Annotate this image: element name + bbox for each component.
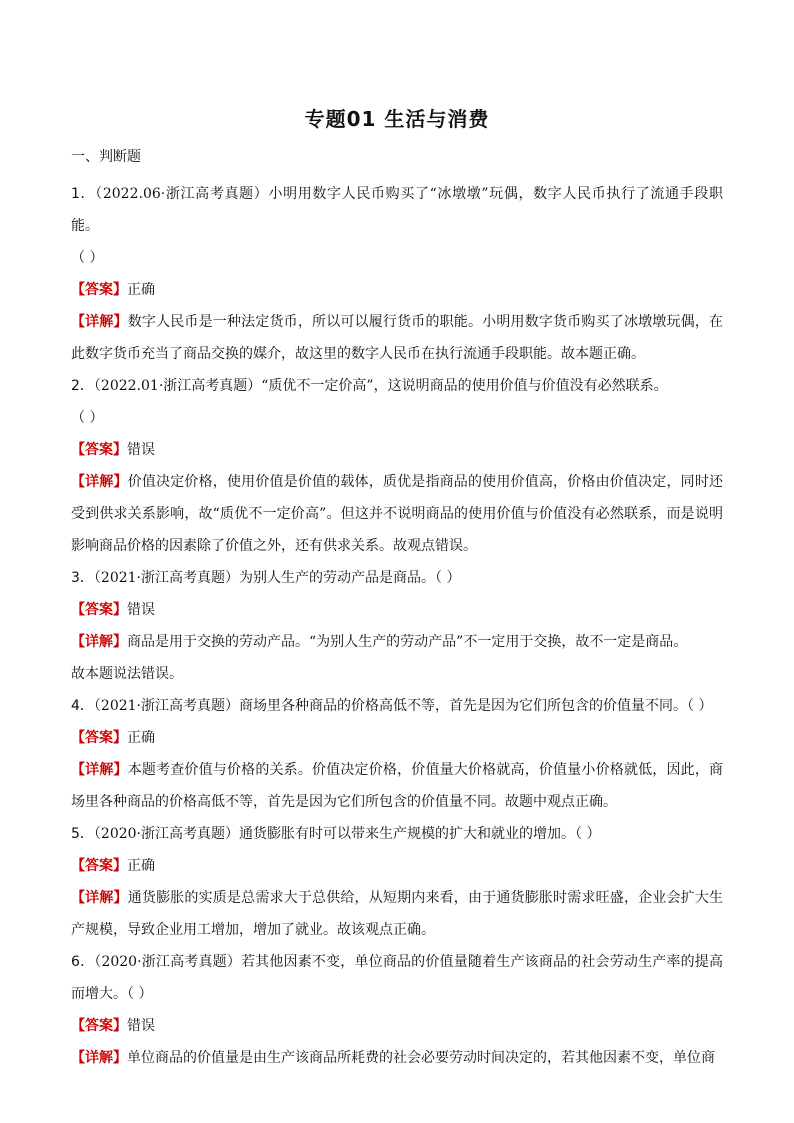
detail-2 xyxy=(71,466,723,562)
detail-tag: 【详解】 xyxy=(71,890,128,906)
question-text: （2021·浙江高考真题）为别人生产的劳动产品是商品。（ ） xyxy=(93,570,461,586)
answer-3 xyxy=(71,594,723,626)
section-heading: 一、判断题 xyxy=(71,149,141,165)
page-title: 专题01 生活与消费 xyxy=(304,107,490,131)
question-text: （2021·浙江高考真题）商场里各种商品的价格高低不等，首先是因为它们所包含的价值量不同。（ ） xyxy=(93,698,713,714)
question-1 xyxy=(71,178,723,242)
answer-tag: 【答案】 xyxy=(71,442,127,458)
detail-3 xyxy=(71,626,723,658)
question-4 xyxy=(71,690,723,722)
document-body xyxy=(71,146,723,1074)
question-6 xyxy=(71,946,723,1010)
answer-tag: 【答案】 xyxy=(71,282,127,298)
detail-3-continued: 故本题说法错误。 xyxy=(71,666,183,682)
detail-text: 本题考查价值与价格的关系。价值决定价格，价值量大价格就高，价值量小价格就低，因此，商场里各种商品的价格高低不等，首先是因为它们所包含的价值量不同。故题中观点正确。 xyxy=(71,762,724,810)
question-text: （2022.01·浙江高考真题）“质优不一定价高”，这说明商品的使用价值与价值没有必然联系。 xyxy=(93,378,668,394)
answer-2 xyxy=(71,434,723,466)
answer-tag: 【答案】 xyxy=(71,858,127,874)
question-2 xyxy=(71,370,723,402)
question-number: 6． xyxy=(71,954,95,970)
question-text: （2022.06·浙江高考真题）小明用数字人民币购买了“冰墩墩”玩偶，数字人民币执行了流通手段职能。 xyxy=(71,186,723,234)
question-text: （2020·浙江高考真题）若其他因素不变，单位商品的价值量随着生产该商品的社会劳动生产率的提高而增大。（ ） xyxy=(71,954,723,1002)
detail-tag: 【详解】 xyxy=(71,1050,127,1066)
question-number: 2． xyxy=(71,378,94,394)
answer-tag: 【答案】 xyxy=(71,730,127,746)
answer-value: 错误 xyxy=(127,442,155,458)
answer-5 xyxy=(71,850,723,882)
detail-tag: 【详解】 xyxy=(71,762,128,778)
detail-tag: 【详解】 xyxy=(71,634,127,650)
question-number: 1． xyxy=(71,186,96,202)
detail-text: 数字人民币是一种法定货币，所以可以履行货币的职能。小明用数字货币购买了冰墩墩玩偶，在此数字货币充当了商品交换的媒介，故这里的数字人民币在执行流通手段职能。故本题正确。 xyxy=(71,314,724,362)
answer-6 xyxy=(71,1010,723,1042)
detail-text: 商品是用于交换的劳动产品。“为别人生产的劳动产品”不一定用于交换，故不一定是商品。 xyxy=(127,634,688,650)
answer-tag: 【答案】 xyxy=(71,602,127,618)
question-text: （2020·浙江高考真题）通货膨胀有时可以带来生产规模的扩大和就业的增加。（ ） xyxy=(93,826,601,842)
detail-text: 价值决定价格，使用价值是价值的载体，质优是指商品的使用价值高，价格由价值决定，同时还受到供求关系影响，故“质优不一定价高”。但这并不说明商品的使用价值与价值没有必然联系，而是说明影响商品价格的因素除了价值之外，还有供求关系。故观点错误。 xyxy=(71,474,724,554)
question-5 xyxy=(71,818,723,850)
answer-blank: （ ） xyxy=(71,250,104,266)
detail-text: 单位商品的价值量是由生产该商品所耗费的社会必要劳动时间决定的，若其他因素不变，单位商 xyxy=(127,1050,715,1066)
detail-6 xyxy=(71,1042,723,1074)
detail-5 xyxy=(71,882,723,946)
answer-blank: （ ） xyxy=(71,410,104,426)
question-number: 3． xyxy=(71,570,94,586)
detail-tag: 【详解】 xyxy=(71,474,128,490)
detail-text: 通货膨胀的实质是总需求大于总供给，从短期内来看，由于通货膨胀时需求旺盛，企业会扩大生产规模，导致企业用工增加，增加了就业。故该观点正确。 xyxy=(71,890,724,938)
detail-1 xyxy=(71,306,723,370)
answer-tag: 【答案】 xyxy=(71,1018,127,1034)
answer-value: 正确 xyxy=(127,858,155,874)
answer-value: 正确 xyxy=(127,282,155,298)
answer-1 xyxy=(71,274,723,306)
answer-value: 正确 xyxy=(127,730,155,746)
answer-value: 错误 xyxy=(127,602,155,618)
question-3 xyxy=(71,562,723,594)
detail-4 xyxy=(71,754,723,818)
detail-tag: 【详解】 xyxy=(71,314,128,330)
answer-value: 错误 xyxy=(127,1018,155,1034)
question-number: 5． xyxy=(71,826,94,842)
answer-4 xyxy=(71,722,723,754)
question-number: 4． xyxy=(71,698,94,714)
